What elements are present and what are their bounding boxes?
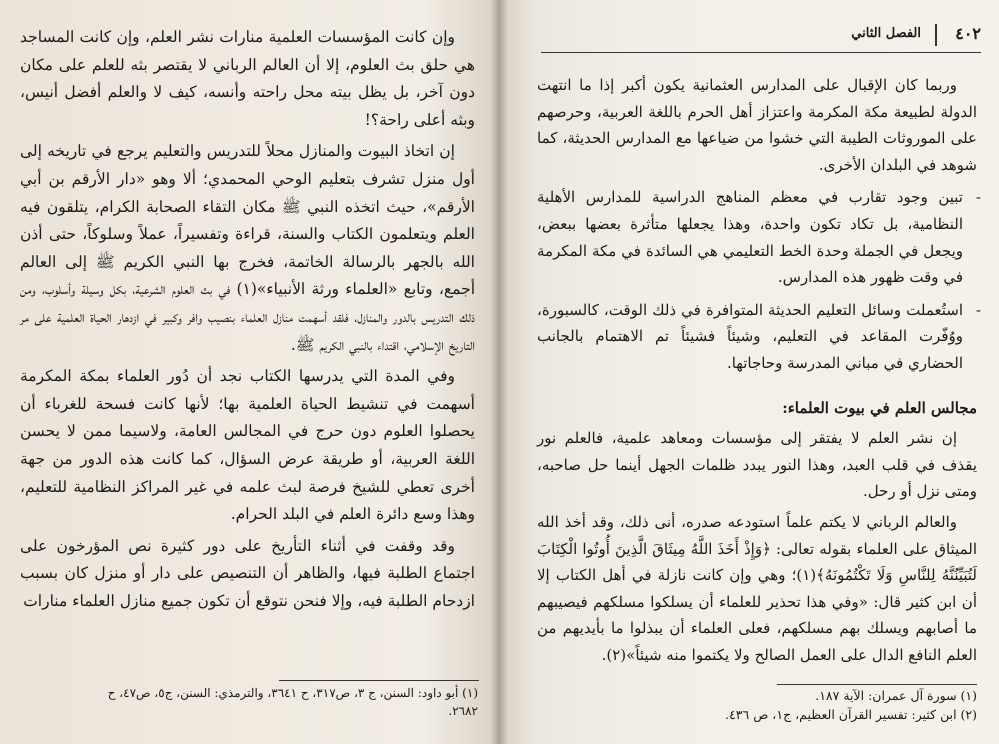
page-number: ٤٠٢ <box>955 24 981 43</box>
left-page-body <box>20 24 475 619</box>
bullet-list <box>537 184 981 376</box>
header-rule <box>541 52 981 53</box>
right-footnote-divider <box>777 684 977 685</box>
left-paragraph-4: وقد وقفت في أثناء التأريخ على دور كثيرة نص المؤرخون على اجتماع الطلبة فيها، والظاهر أن التنصيص على دار أو منزل كان بسبب ازدحام الطلبة فيه، وإلا فنحن نتوقع أن تكون جميع منازل العلماء منارات <box>20 536 475 610</box>
header-separator <box>935 24 937 46</box>
bullet-text: تبين وجود تقارب في معظم المناهج الدراسية للمدارس الأهلية النظامية، بل تكاد تكون واحدة، وهذا يجعلها متأثرة بعضها ببعض، ويجعل في الجملة وحدة الخط التعليمي هي السائدة في مكة المكرمة في وقت ظهور هذه المدارس. <box>537 188 963 287</box>
right-page-body <box>537 72 981 672</box>
right-intro-paragraph: وربما كان الإقبال على المدارس العثمانية يكون أكبر إذا ما انتهت الدولة لطبيعة مكة المكرمة واعتزاز أهل الحرم باللغة العربية، وحرصهم على الموروثات الطيبة التي خشوا من ضياعها مع المدارس الحديثة، كما شوهد في البلدان الأخرى. <box>537 76 977 174</box>
left-footnotes <box>18 684 478 720</box>
right-page <box>497 0 999 744</box>
left-paragraph-3: وفي المدة التي يدرسها الكتاب نجد أن دُور العلماء بمكة المكرمة أسهمت في تنشيط الحياة العلمية بها؛ لأنها كانت فسحة للغرباء أن يحصلوا العلوم دون حرج في المجالس العامة، ولاسيما ممن لا يحسن اللغة العربية، أو طريقة عرض السؤال، كما كانت هذه الدور من جهة أخرى تعطي للشيخ فرصة لبث علمه في غير المراكز النظامية للتعليم، وهذا وسع دائرة العلم في البلد الحرام. <box>20 367 475 524</box>
book-gutter <box>490 0 508 744</box>
bullet-item <box>537 297 981 377</box>
right-section-paragraph-2: والعالم الرباني لا يكتم علماً استودعه صدره، أنى ذلك، وقد أخذ الله الميثاق على العلماء بقوله تعالى: ﴿وَإِذْ أَخَذَ اللَّهُ مِيثَاقَ الَّذِينَ أُوتُوا الْكِتَابَ لَتُبَيِّنُنَّهُ لِلنَّاسِ وَلَا تَكْتُمُونَهُ﴾(١)؛ وهي وإن كانت نازلة في أهل الكتاب إلا أن ابن كثير قال: «وفي هذا تحذير للعلماء أن يسلكوا مسلكهم فيصيبهم ما أصابهم ويسلك بهم مسلكهم، فعلى العلماء أن يبذلوا ما بأيديهم من العلم النافع الدال على العمل الصالح ولا يكتموا منه شيئاً»(٢). <box>537 512 977 664</box>
left-paragraph-2: إن اتخاذ البيوت والمنازل محلاً للتدريس والتعليم يرجع في تاريخه إلى أول منزل تشرف بتعليم الوحي المحمدي؛ ألا وهو «دار الأرقم بن أبي الأرقم»، حيث اتخذه النبي ﷺ مكان التقاء الصحابة الكرام، يتلقون فيه العلم ويتعلمون الكتاب والسنة، قراءة وتفسيراً، عملاً وسلوكاً، حتى أذن الله بالجهر بالرسالة الخاتمة، فخرج بها النبي الكريم ﷺ إلى العالم أجمع، وتابع «العلماء ورثة الأنبياء»(١) في بث العلوم الشرعية، بكل وسيلة وأسلوب، ومن ذلك التدريس بالدور والمنازل، فلقد أسهمت منازل العلماء بنصيب وافر وكبير في ازدهار الحياة العلمية على مر التاريخ الإسلامي، اقتداء بالنبي الكريم ﷺ. <box>20 142 475 354</box>
left-footnote-1: (١) أبو داود: السنن، ج ٣، ص٣١٧، ح ٣٦٤١، والترمذي: السنن، ج٥، ص٤٧، ح <box>107 686 478 700</box>
section-heading: مجالس العلم في بيوت العلماء: <box>782 398 977 417</box>
right-footnotes <box>537 686 977 724</box>
left-page <box>0 0 497 744</box>
bullet-marker: - <box>975 300 981 319</box>
left-footnote-1-continued: ٢٦٨٢. <box>448 704 478 718</box>
bullet-marker: - <box>975 188 981 207</box>
left-paragraph-1: وإن كانت المؤسسات العلمية منارات نشر العلم، وإن كانت المساجد هي حلق بث العلوم، إلا أن العالم الرباني لا يقتصر بثه للعلم على مكان دون آخر، بل يظل بيته محل راحته وأنسه، كيف لا والعلم أفضل أنيس، وبثه أعلى راحة؟! <box>20 28 475 129</box>
right-footnote-1: (١) سورة آل عمران: الآية ١٨٧. <box>815 688 977 703</box>
bullet-text: استُعملت وسائل التعليم الحديثة المتوافرة في ذلك الوقت، كالسبورة، ووُفّرت المقاعد في التعليم، وشيئاً فشيئاً تم الاهتمام بالجانب الحضاري في مباني المدرسة وحاجاتها. <box>537 300 963 372</box>
running-header <box>541 22 981 50</box>
bullet-item <box>537 184 981 290</box>
right-section-paragraph-1: إن نشر العلم لا يفتقر إلى مؤسسات ومعاهد علمية، فالعلم نور يقذف في قلب العبد، وهذا النور يبدد ظلمات الجهل أينما حل صاحبه، ومتى نزل أو رحل. <box>537 429 977 501</box>
chapter-title: الفصل الثاني <box>851 26 921 41</box>
left-footnote-divider <box>279 680 479 681</box>
right-footnote-2: (٢) ابن كثير: تفسير القرآن العظيم، ج١، ص ٤٣٦. <box>725 707 977 722</box>
